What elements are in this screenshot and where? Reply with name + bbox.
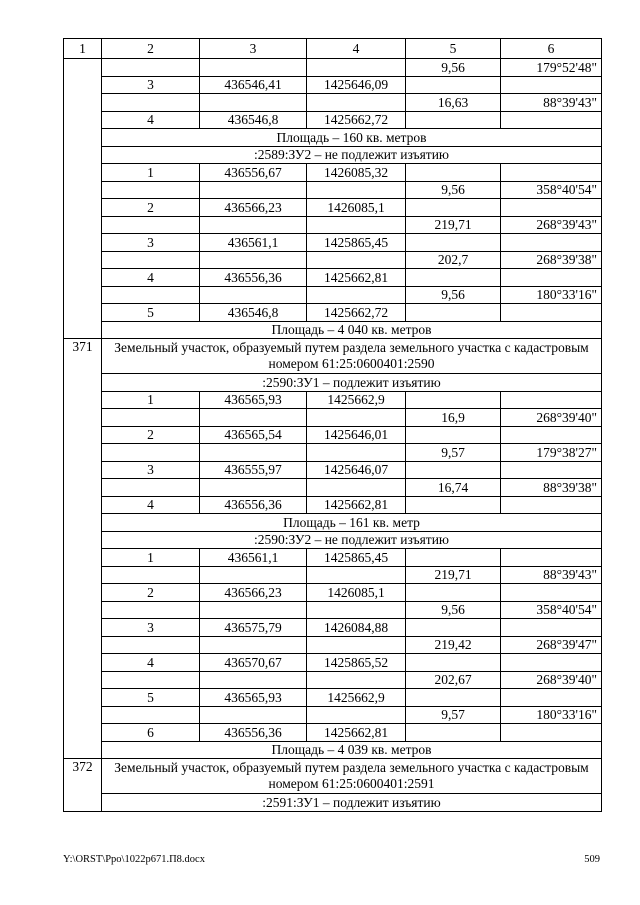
y-coordinate-cell: 1425662,81 (307, 496, 406, 514)
table-row (64, 129, 602, 147)
point-number-cell: 3 (102, 461, 200, 479)
y-coordinate-cell: 1425662,72 (307, 304, 406, 322)
empty-cell (200, 566, 307, 584)
empty-cell (307, 636, 406, 654)
empty-cell (307, 444, 406, 462)
empty-cell (501, 269, 602, 287)
empty-cell (200, 94, 307, 112)
table-row (64, 706, 602, 724)
table-row (64, 286, 602, 304)
table-row (64, 59, 602, 77)
segment-length-cell: 219,71 (406, 566, 501, 584)
segment-length-cell: 16,9 (406, 409, 501, 427)
empty-cell (200, 181, 307, 199)
empty-cell (501, 619, 602, 637)
point-number-cell: 1 (102, 549, 200, 567)
point-number-cell: 3 (102, 234, 200, 252)
x-coordinate-cell: 436565,93 (200, 391, 307, 409)
empty-cell (102, 566, 200, 584)
segment-length-cell: 219,71 (406, 216, 501, 234)
segment-length-cell: 219,42 (406, 636, 501, 654)
y-coordinate-cell: 1425662,72 (307, 111, 406, 129)
point-number-cell: 4 (102, 111, 200, 129)
table-row (64, 636, 602, 654)
empty-cell (200, 409, 307, 427)
section-caption-cell: Площадь – 161 кв. метр (102, 514, 602, 532)
direction-angle-cell: 180°33'16" (501, 706, 602, 724)
parcel-description-cell: Земельный участок, образуемый путем раздела земельного участка с кадастровым номером 61:25:0600401:2590 (102, 339, 602, 374)
empty-cell (307, 251, 406, 269)
empty-cell (102, 636, 200, 654)
y-coordinate-cell: 1425662,9 (307, 689, 406, 707)
empty-cell (406, 199, 501, 217)
empty-cell (406, 111, 501, 129)
direction-angle-cell: 268°39'43" (501, 216, 602, 234)
page-number: 509 (584, 854, 600, 865)
segment-length-cell: 9,56 (406, 59, 501, 77)
empty-cell (200, 636, 307, 654)
empty-cell (501, 76, 602, 94)
empty-cell (501, 426, 602, 444)
direction-angle-cell: 88°39'38" (501, 479, 602, 497)
segment-length-cell: 9,56 (406, 601, 501, 619)
point-number-cell: 1 (102, 164, 200, 182)
table-row (64, 164, 602, 182)
table-row (64, 741, 602, 759)
empty-cell (102, 216, 200, 234)
point-number-cell: 3 (102, 619, 200, 637)
segment-length-cell: 9,56 (406, 286, 501, 304)
empty-cell (307, 601, 406, 619)
x-coordinate-cell: 436556,36 (200, 496, 307, 514)
y-coordinate-cell: 1426085,1 (307, 584, 406, 602)
table-row (64, 234, 602, 252)
x-coordinate-cell: 436556,36 (200, 724, 307, 742)
empty-cell (406, 304, 501, 322)
y-coordinate-cell: 1425865,45 (307, 234, 406, 252)
x-coordinate-cell: 436556,67 (200, 164, 307, 182)
table-row (64, 444, 602, 462)
segment-length-cell: 9,57 (406, 444, 501, 462)
x-coordinate-cell: 436566,23 (200, 584, 307, 602)
empty-cell (501, 391, 602, 409)
segment-length-cell: 202,67 (406, 671, 501, 689)
table-row (64, 566, 602, 584)
y-coordinate-cell: 1425865,45 (307, 549, 406, 567)
point-number-cell: 2 (102, 584, 200, 602)
point-number-cell: 3 (102, 76, 200, 94)
empty-cell (501, 234, 602, 252)
empty-cell (102, 706, 200, 724)
empty-cell (102, 409, 200, 427)
segment-length-cell: 16,63 (406, 94, 501, 112)
table-row (64, 724, 602, 742)
table-row (64, 689, 602, 707)
x-coordinate-cell: 436556,36 (200, 269, 307, 287)
empty-cell (102, 94, 200, 112)
x-coordinate-cell: 436566,23 (200, 199, 307, 217)
section-caption-cell: Площадь – 160 кв. метров (102, 129, 602, 147)
section-caption-cell: Площадь – 4 039 кв. метров (102, 741, 602, 759)
empty-cell (307, 286, 406, 304)
column-header: 3 (200, 39, 307, 59)
column-header: 6 (501, 39, 602, 59)
empty-cell (501, 689, 602, 707)
x-coordinate-cell: 436546,8 (200, 111, 307, 129)
empty-cell (501, 654, 602, 672)
segment-length-cell: 16,74 (406, 479, 501, 497)
table-row (64, 584, 602, 602)
table-row (64, 601, 602, 619)
empty-cell (102, 251, 200, 269)
empty-cell (307, 409, 406, 427)
empty-cell (501, 496, 602, 514)
table-row (64, 321, 602, 339)
empty-cell (200, 671, 307, 689)
y-coordinate-cell: 1426084,88 (307, 619, 406, 637)
empty-cell (200, 59, 307, 77)
empty-cell (406, 584, 501, 602)
point-number-cell: 5 (102, 689, 200, 707)
empty-cell (200, 286, 307, 304)
point-number-cell: 1 (102, 391, 200, 409)
table-row (64, 374, 602, 392)
point-number-cell: 2 (102, 199, 200, 217)
empty-cell (501, 199, 602, 217)
point-number-cell: 5 (102, 304, 200, 322)
y-coordinate-cell: 1425646,09 (307, 76, 406, 94)
table-row (64, 269, 602, 287)
empty-cell (501, 584, 602, 602)
direction-angle-cell: 88°39'43" (501, 94, 602, 112)
x-coordinate-cell: 436546,41 (200, 76, 307, 94)
point-number-cell: 6 (102, 724, 200, 742)
column-header: 4 (307, 39, 406, 59)
point-number-cell: 4 (102, 496, 200, 514)
x-coordinate-cell: 436575,79 (200, 619, 307, 637)
empty-cell (307, 181, 406, 199)
table-row (64, 461, 602, 479)
empty-cell (501, 164, 602, 182)
table-row (64, 671, 602, 689)
section-caption-cell: :2590:ЗУ2 – не подлежит изъятию (102, 531, 602, 549)
direction-angle-cell: 358°40'54" (501, 601, 602, 619)
empty-cell (406, 496, 501, 514)
table-row (64, 339, 602, 374)
section-caption-cell: :2591:ЗУ1 – подлежит изъятию (102, 794, 602, 812)
table-row (64, 409, 602, 427)
table-row (64, 94, 602, 112)
table-row (64, 479, 602, 497)
table-row (64, 199, 602, 217)
empty-cell (406, 689, 501, 707)
empty-cell (200, 601, 307, 619)
x-coordinate-cell: 436555,97 (200, 461, 307, 479)
table-row (64, 111, 602, 129)
table-row (64, 251, 602, 269)
empty-cell (307, 566, 406, 584)
direction-angle-cell: 268°39'40" (501, 409, 602, 427)
point-number-cell: 2 (102, 426, 200, 444)
empty-cell (406, 654, 501, 672)
empty-cell (102, 286, 200, 304)
empty-cell (307, 59, 406, 77)
empty-cell (501, 549, 602, 567)
empty-cell (102, 444, 200, 462)
y-coordinate-cell: 1425865,52 (307, 654, 406, 672)
record-number-cell (64, 59, 102, 339)
empty-cell (200, 444, 307, 462)
empty-cell (102, 59, 200, 77)
direction-angle-cell: 268°39'40" (501, 671, 602, 689)
section-caption-cell: :2590:ЗУ1 – подлежит изъятию (102, 374, 602, 392)
empty-cell (307, 479, 406, 497)
empty-cell (406, 461, 501, 479)
empty-cell (200, 216, 307, 234)
y-coordinate-cell: 1425662,81 (307, 269, 406, 287)
empty-cell (501, 111, 602, 129)
table-row (64, 531, 602, 549)
footer-file-path: Y:\ORST\Ppo\1022p671.П8.docx (63, 854, 205, 865)
header-row (64, 39, 602, 59)
section-caption-cell: Площадь – 4 040 кв. метров (102, 321, 602, 339)
x-coordinate-cell: 436561,1 (200, 549, 307, 567)
table-row (64, 391, 602, 409)
x-coordinate-cell: 436561,1 (200, 234, 307, 252)
empty-cell (307, 706, 406, 724)
segment-length-cell: 9,57 (406, 706, 501, 724)
empty-cell (501, 724, 602, 742)
empty-cell (406, 164, 501, 182)
empty-cell (501, 461, 602, 479)
point-number-cell: 4 (102, 269, 200, 287)
table-row (64, 426, 602, 444)
empty-cell (406, 269, 501, 287)
empty-cell (501, 304, 602, 322)
empty-cell (102, 479, 200, 497)
table-row (64, 514, 602, 532)
y-coordinate-cell: 1426085,32 (307, 164, 406, 182)
record-number-cell: 372 (64, 759, 102, 812)
column-header: 2 (102, 39, 200, 59)
direction-angle-cell: 88°39'43" (501, 566, 602, 584)
section-caption-cell: :2589:ЗУ2 – не подлежит изъятию (102, 146, 602, 164)
direction-angle-cell: 268°39'38" (501, 251, 602, 269)
table-body (64, 59, 602, 812)
empty-cell (200, 251, 307, 269)
direction-angle-cell: 358°40'54" (501, 181, 602, 199)
y-coordinate-cell: 1425646,07 (307, 461, 406, 479)
segment-length-cell: 202,7 (406, 251, 501, 269)
empty-cell (406, 426, 501, 444)
empty-cell (307, 94, 406, 112)
empty-cell (406, 234, 501, 252)
table-row (64, 216, 602, 234)
column-header: 1 (64, 39, 102, 59)
empty-cell (406, 391, 501, 409)
table-row (64, 619, 602, 637)
empty-cell (406, 724, 501, 742)
y-coordinate-cell: 1425646,01 (307, 426, 406, 444)
segment-length-cell: 9,56 (406, 181, 501, 199)
record-number-cell: 371 (64, 339, 102, 759)
empty-cell (406, 549, 501, 567)
coordinates-table (63, 38, 602, 812)
table-row (64, 304, 602, 322)
table-row (64, 76, 602, 94)
y-coordinate-cell: 1425662,9 (307, 391, 406, 409)
y-coordinate-cell: 1425662,81 (307, 724, 406, 742)
direction-angle-cell: 179°52'48" (501, 59, 602, 77)
direction-angle-cell: 268°39'47" (501, 636, 602, 654)
column-header: 5 (406, 39, 501, 59)
direction-angle-cell: 179°38'27" (501, 444, 602, 462)
table-row (64, 654, 602, 672)
table-row (64, 549, 602, 567)
empty-cell (307, 671, 406, 689)
empty-cell (406, 619, 501, 637)
table-row (64, 496, 602, 514)
x-coordinate-cell: 436570,67 (200, 654, 307, 672)
x-coordinate-cell: 436565,54 (200, 426, 307, 444)
empty-cell (102, 181, 200, 199)
x-coordinate-cell: 436565,93 (200, 689, 307, 707)
empty-cell (200, 706, 307, 724)
empty-cell (406, 76, 501, 94)
table-row (64, 794, 602, 812)
x-coordinate-cell: 436546,8 (200, 304, 307, 322)
y-coordinate-cell: 1426085,1 (307, 199, 406, 217)
direction-angle-cell: 180°33'16" (501, 286, 602, 304)
empty-cell (102, 671, 200, 689)
empty-cell (307, 216, 406, 234)
table-row (64, 759, 602, 794)
table-row (64, 181, 602, 199)
parcel-description-cell: Земельный участок, образуемый путем раздела земельного участка с кадастровым номером 61:25:0600401:2591 (102, 759, 602, 794)
table-row (64, 146, 602, 164)
empty-cell (200, 479, 307, 497)
empty-cell (102, 601, 200, 619)
point-number-cell: 4 (102, 654, 200, 672)
